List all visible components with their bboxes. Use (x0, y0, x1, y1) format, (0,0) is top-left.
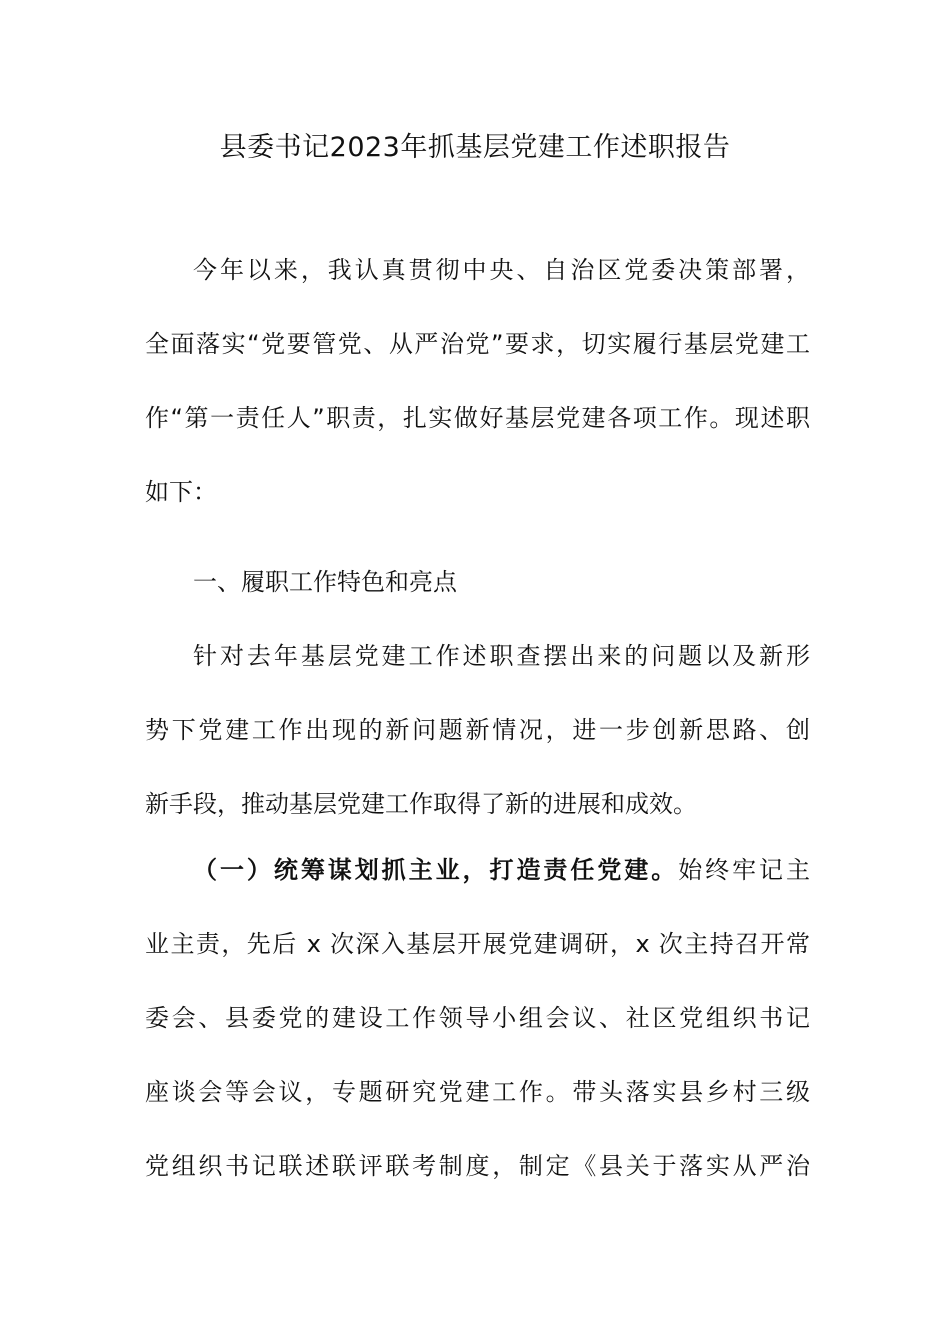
subsection-heading: （一）统筹谋划抓主业，打造责任党建。 (193, 856, 679, 884)
paragraph-line: 党组织书记联述联评联考制度，制定《县关于落实从严治 (145, 1152, 810, 1180)
paragraph-line: 新手段，推动基层党建工作取得了新的进展和成效。 (145, 790, 697, 818)
paragraph-line: 今年以来，我认真贯彻中央、自治区党委决策部署， (193, 256, 810, 284)
paragraph-line: 势下党建工作出现的新问题新情况，进一步创新思路、创 (145, 716, 810, 744)
document-title: 县委书记2023年抓基层党建工作述职报告 (219, 132, 731, 163)
paragraph-line: 针对去年基层党建工作述职查摆出来的问题以及新形 (193, 642, 810, 670)
subsection-line (193, 850, 810, 890)
subsection-text: 始终牢记主 (678, 856, 811, 884)
paragraph-line: 业主责，先后 x 次深入基层开展党建调研，x 次主持召开常 (145, 930, 810, 958)
section-heading: 一、履职工作特色和亮点 (193, 568, 457, 596)
paragraph-line: 如下： (145, 478, 217, 506)
paragraph-line: 全面落实“党要管党、从严治党”要求，切实履行基层党建工 (145, 330, 810, 358)
paragraph-line: 委会、县委党的建设工作领导小组会议、社区党组织书记 (145, 1004, 810, 1032)
paragraph-line: 作“第一责任人”职责，扎实做好基层党建各项工作。现述职 (145, 404, 810, 432)
paragraph-line: 座谈会等会议，专题研究党建工作。带头落实县乡村三级 (145, 1078, 810, 1106)
